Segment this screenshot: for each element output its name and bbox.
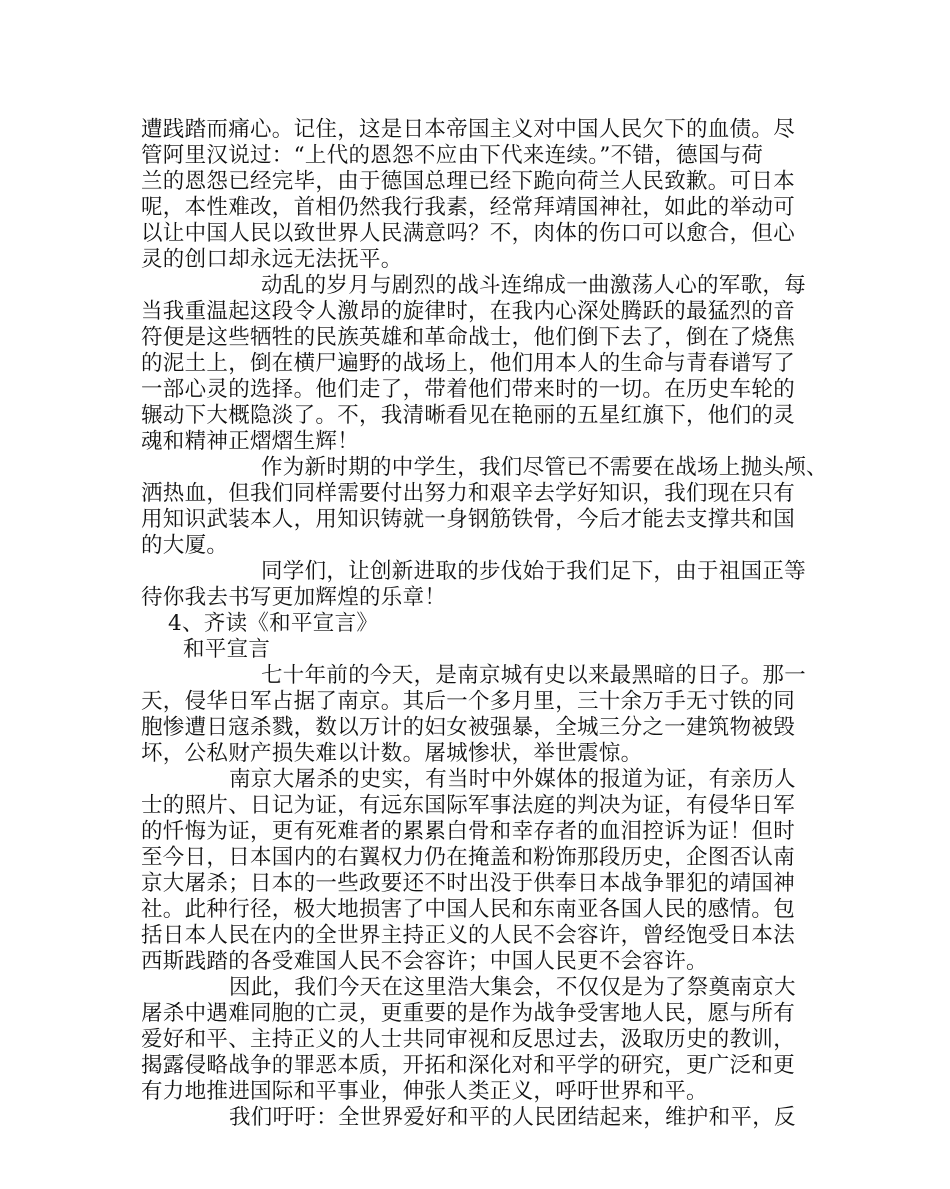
text-line: 兰的恩怨已经完毕，由于德国总理已经下跪向荷兰人民致歉。可日本: [141, 169, 796, 194]
text-line: 至今日，日本国内的右翼权力仍在掩盖和粉饰那段历史，企图否认南: [141, 845, 796, 870]
text-line: 以让中国人民以致世界人民满意吗？不，肉体的伤口可以愈合，但心: [141, 221, 796, 246]
text-line: 灵的创口却永远无法抚平。: [141, 247, 403, 272]
paragraph-start-line: 七十年前的今天，是南京城有史以来最黑暗的日子。那一: [261, 663, 807, 688]
text-line: 有力地推进国际和平事业，伸张人类正义，呼吁世界和平。: [141, 1079, 708, 1104]
text-line: 用知识武装本人，用知识铸就一身钢筋铁骨，今后才能去支撑共和国: [141, 507, 796, 532]
text-line: 社。此种行径，极大地损害了中国人民和东南亚各国人民的感情。包: [141, 897, 796, 922]
text-line: 屠杀中遇难同胞的亡灵，更重要的是作为战争受害地人民，愿与所有: [141, 1001, 796, 1026]
text-line: 括日本人民在内的全世界主持正义的人民不会容许，曾经饱受日本法: [141, 923, 796, 948]
text-line: 待你我去书写更加辉煌的乐章！: [141, 585, 447, 610]
text-line: 辗动下大概隐淡了。不，我清晰看见在艳丽的五星红旗下，他们的灵: [141, 403, 796, 428]
text-line: 西斯践踏的各受难国人民不会容许；中国人民更不会容许。: [141, 949, 708, 974]
text-line: 揭露侵略战争的罪恶本质，开拓和深化对和平学的研究，更广泛和更: [141, 1053, 796, 1078]
paragraph-start-line: 南京大屠杀的史实，有当时中外媒体的报道为证，有亲历人: [229, 767, 796, 792]
text-line: 胞惨遭日寇杀戮，数以万计的妇女被强暴，全城三分之一建筑物被毁: [141, 715, 796, 740]
text-line: 天，侵华日军占据了南京。其后一个多月里，三十余万手无寸铁的同: [141, 689, 796, 714]
list-item-line: 4、齐读《和平宣言》: [168, 611, 379, 636]
text-line: 士的照片、日记为证，有远东国际军事法庭的判决为证，有侵华日军: [141, 793, 796, 818]
text-line: 呢，本性难改，首相仍然我行我素，经常拜靖国神社，如此的举动可: [141, 195, 796, 220]
paragraph-start-line: 我们吁吁：全世界爱好和平的人民团结起来，维护和平，反: [229, 1105, 796, 1130]
text-line: 的大厦。: [141, 533, 229, 558]
text-line: 坏，公私财产损失难以计数。屠城惨状，举世震惊。: [141, 741, 643, 766]
paragraph-start-line: 同学们，让创新进取的步伐始于我们足下，由于祖国正等: [261, 559, 807, 584]
text-line: 京大屠杀；日本的一些政要还不时出没于供奉日本战争罪犯的靖国神: [141, 871, 796, 896]
text-line: 符便是这些牺牲的民族英雄和革命战士，他们倒下去了，倒在了烧焦: [141, 325, 796, 350]
paragraph-start-line: 因此，我们今天在这里浩大集会，不仅仅是为了祭奠南京大: [229, 975, 796, 1000]
text-line: 的忏悔为证，更有死难者的累累白骨和幸存者的血泪控诉为证！但时: [141, 819, 796, 844]
text-line: 一部心灵的选择。他们走了，带着他们带来时的一切。在历史车轮的: [141, 377, 796, 402]
text-line: 洒热血，但我们同样需要付出努力和艰辛去学好知识，我们现在只有: [141, 481, 796, 506]
text-line: 魂和精神正熠熠生辉！: [141, 429, 360, 454]
text-line: 的泥土上，倒在横尸遍野的战场上，他们用本人的生命与青春谱写了: [141, 351, 796, 376]
text-line: 爱好和平、主持正义的人士共同审视和反思过去，汲取历史的教训，: [141, 1027, 796, 1052]
text-line: 当我重温起这段令人激昂的旋律时，在我内心深处腾跃的最猛烈的音: [141, 299, 796, 324]
paragraph-start-line: 动乱的岁月与剧烈的战斗连绵成一曲激荡人心的军歌，每: [261, 273, 807, 298]
paragraph-start-line: 作为新时期的中学生，我们尽管已不需要在战场上抛头颅、: [261, 455, 828, 480]
text-line: 管阿里汉说过：“上代的恩怨不应由下代来连续。”不错，德国与荷: [141, 143, 764, 168]
section-heading: 和平宣言: [183, 637, 271, 662]
text-line: 遭践踏而痛心。记住，这是日本帝国主义对中国人民欠下的血债。尽: [141, 117, 796, 142]
